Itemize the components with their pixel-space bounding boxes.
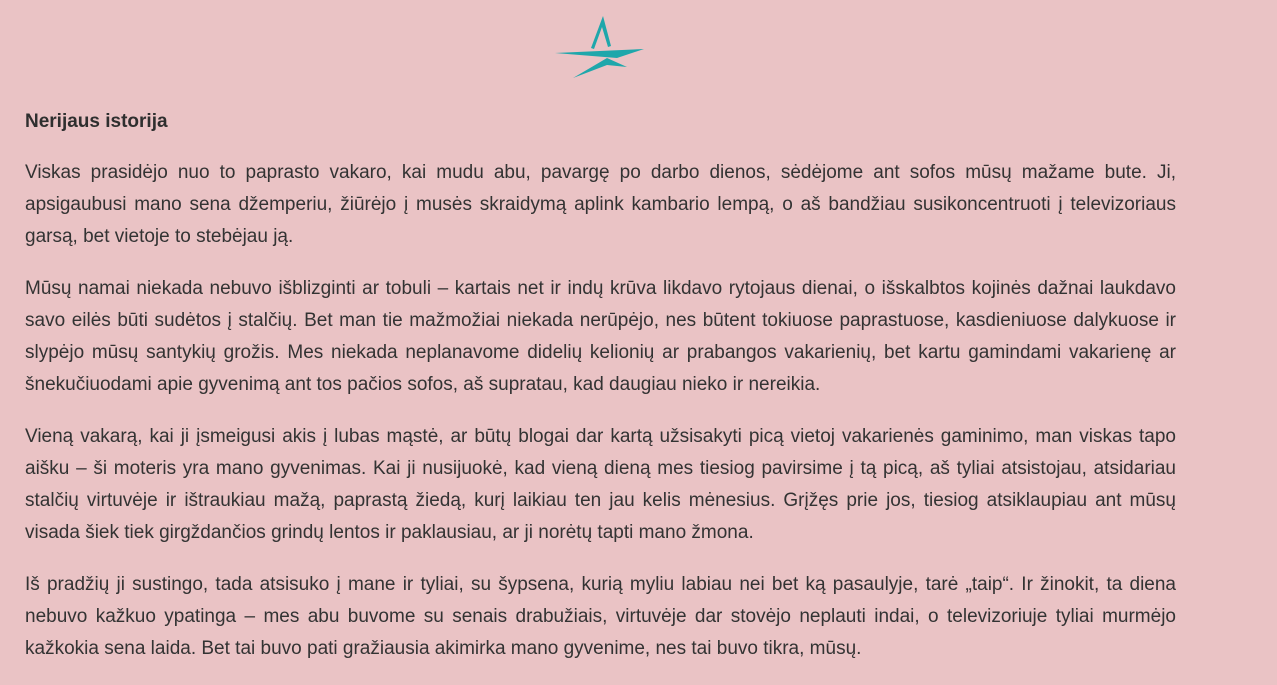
story-paragraph: Vieną vakarą, kai ji įsmeigusi akis į lubas mąstė, ar būtų blogai dar kartą užsisakyti picą vietoj vakarienės gaminimo, man viskas tapo aišku – ši moteris yra mano gyvenimas. Kai ji nusijuokė, kad vieną dieną mes tiesiog pavirsime į tą picą, aš tyliai atsistojau, atsidariau stalčių virtuvėje ir ištraukiau mažą, paprastą žiedą, kurį laikiau ten jau kelis mėnesius. Grįžęs prie jos, tiesiog atsiklaupiau ant mūsų visada šiek tiek girgždančios grindų lentos ir paklausiau, ar ji norėtų tapti mano žmona.	[25, 426, 1176, 543]
story-paragraph: Viskas prasidėjo nuo to paprasto vakaro, kai mudu abu, pavargę po darbo dienos, sėdėjome ant sofos mūsų mažame bute. Ji, apsigaubusi mano sena džemperiu, žiūrėjo į musės skraidymą aplink kambario lempą, o aš bandžiau susikoncentruoti į televizoriaus garsą, bet vietoje to stebėjau ją.	[25, 162, 1176, 247]
story-content	[25, 109, 1176, 685]
star-logo-icon	[553, 14, 647, 80]
story-paragraph: Iš pradžių ji sustingo, tada atsisuko į mane ir tyliai, su šypsena, kurią myliu labiau nei bet ką pasaulyje, tarė „taip“. Ir žinokit, ta diena nebuvo kažkuo ypatinga – mes abu buvome su senais drabužiais, virtuvėje dar stovėjo neplauti indai, o televizoriuje tyliai murmėjo kažkokia sena laida. Bet tai buvo pati gražiausia akimirka mano gyvenime, nes tai buvo tikra, mūsų.	[25, 574, 1176, 659]
story-paragraph: Mūsų namai niekada nebuvo išblizginti ar tobuli – kartais net ir indų krūva likdavo rytojaus dienai, o išskalbtos kojinės dažnai laukdavo savo eilės būti sudėtos į stalčių. Bet man tie mažmožiai niekada nerūpėjo, nes būtent tokiuose paprastuose, kasdieniuose dalykuose ir slypėjo mūsų santykių grožis. Mes niekada neplanavome didelių kelionių ar prabangos vakarienių, bet kartu gamindami vakarienę ar šnekučiuodami apie gyvenimą ant tos pačios sofos, aš supratau, kad daugiau nieko ir nereikia.	[25, 278, 1176, 395]
story-title: Nerijaus istorija	[25, 111, 168, 132]
brand-logo[interactable]	[553, 14, 647, 80]
